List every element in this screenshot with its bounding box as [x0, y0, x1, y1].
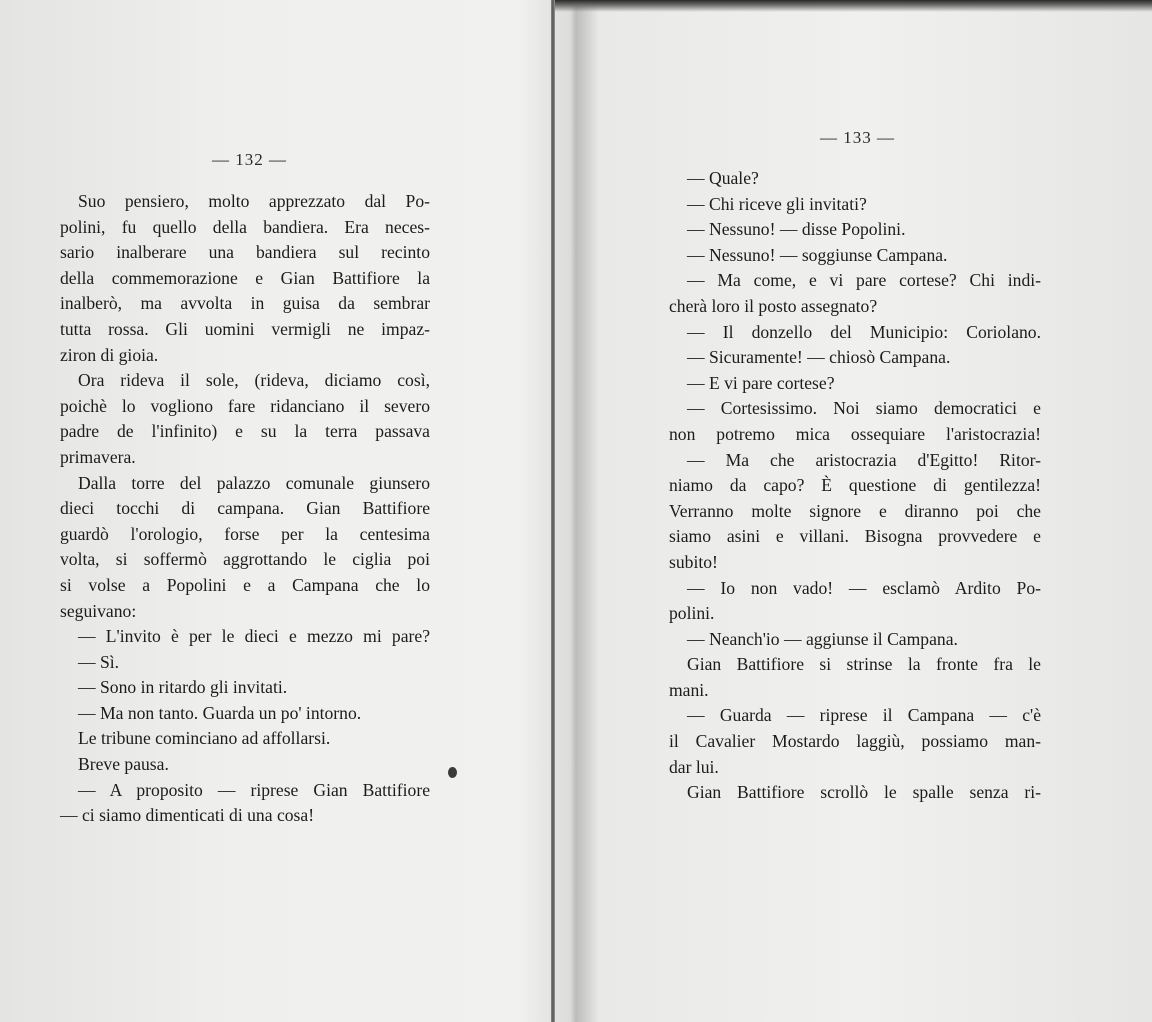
text-line: — Nessuno! — soggiunse Campana. [687, 244, 948, 265]
text-line: — Chi riceve gli invitati? [687, 193, 867, 214]
text-line: Verranno molte signore e diranno poi che [669, 500, 1041, 521]
text-line: dieci tocchi di campana. Gian Battifiore [60, 498, 430, 519]
text-line: — Il donzello del Municipio: Coriolano. [687, 321, 1041, 342]
text-line: poichè lo vogliono fare ridanciano il severo [60, 395, 430, 416]
text-line: — A proposito — riprese Gian Battifiore [78, 779, 430, 800]
text-line: Suo pensiero, molto apprezzato dal Po- [78, 191, 430, 211]
text-line: Breve pausa. [78, 754, 169, 775]
text-line: ziron di gioia. [60, 344, 159, 365]
text-line: — E vi pare cortese? [687, 372, 835, 393]
text-line: polini, fu quello della bandiera. Era neces- [60, 216, 430, 237]
text-line: — Ma che aristocrazia d'Egitto! Ritor- [687, 449, 1041, 470]
text-line: seguivano: [60, 600, 137, 621]
text-line: guardò l'orologio, forse per la centesima [60, 523, 430, 544]
text-line: — Ma non tanto. Guarda un po' intorno. [78, 702, 362, 723]
text-line: si volse a Popolini e a Campana che lo [60, 574, 430, 595]
text-line: — Cortesissimo. Noi siamo democratici e [687, 398, 1041, 419]
page-number-right: — 133 — [820, 128, 895, 147]
text-line: Ora rideva il sole, (rideva, diciamo così, [78, 370, 430, 391]
text-line: — L'invito è per le dieci e mezzo mi pare? [78, 626, 430, 647]
left-page [0, 0, 551, 1022]
text-line: Gian Battifiore scrollò le spalle senza ri- [687, 782, 1041, 803]
text-line: — Ma come, e vi pare cortese? Chi indi- [687, 270, 1041, 291]
text-line: siamo asini e villani. Bisogna provvedere e [669, 526, 1041, 547]
text-line: sario inalberare una bandiera sul recinto [60, 242, 430, 263]
text-line: — Sì. [78, 651, 120, 672]
text-line: mani. [669, 679, 709, 700]
text-line: niamo da capo? È questione di gentilezza! [669, 475, 1041, 496]
text-line: polini. [669, 603, 715, 624]
text-line: Le tribune cominciano ad affollarsi. [78, 728, 331, 749]
text-line: — ci siamo dimenticati di una cosa! [60, 805, 315, 826]
text-line: — Guarda — riprese il Campana — c'è [687, 705, 1041, 726]
text-line: volta, si soffermò aggrottando le ciglia poi [60, 549, 430, 570]
text-line: subito! [669, 551, 718, 572]
text-line: dar lui. [669, 756, 719, 777]
ink-speck [448, 767, 457, 778]
text-line: il Cavalier Mostardo laggiù, possiamo man- [669, 731, 1041, 752]
text-line: Gian Battifiore si strinse la fronte fra le [687, 654, 1041, 675]
text-line: non potremo mica ossequiare l'aristocrazia! [669, 423, 1041, 444]
page-number-left: — 132 — [212, 150, 287, 169]
text-line: — Nessuno! — disse Popolini. [687, 219, 906, 240]
text-line: — Io non vado! — esclamò Ardito Po- [687, 577, 1041, 598]
text-line: tutta rossa. Gli uomini vermigli ne impaz- [60, 318, 430, 339]
text-line: cherà loro il posto assegnato? [669, 295, 878, 316]
text-line: — Neanch'io — aggiunse il Campana. [687, 628, 958, 649]
text-line: primavera. [60, 446, 136, 467]
text-line: padre de l'infinito) e su la terra passava [60, 421, 430, 442]
text-line: inalberò, ma avvolta in guisa da sembrar [60, 293, 430, 314]
text-line: — Sicuramente! — chiosò Campana. [687, 347, 951, 368]
right-page-text [669, 166, 1041, 806]
text-line: — Quale? [687, 168, 759, 188]
text-line: Dalla torre del palazzo comunale giunsero [78, 472, 430, 493]
text-line: — Sono in ritardo gli invitati. [78, 677, 288, 698]
left-page-text [60, 189, 430, 829]
text-line: della commemorazione e Gian Battifiore la [60, 267, 430, 288]
right-page [555, 0, 1152, 1022]
